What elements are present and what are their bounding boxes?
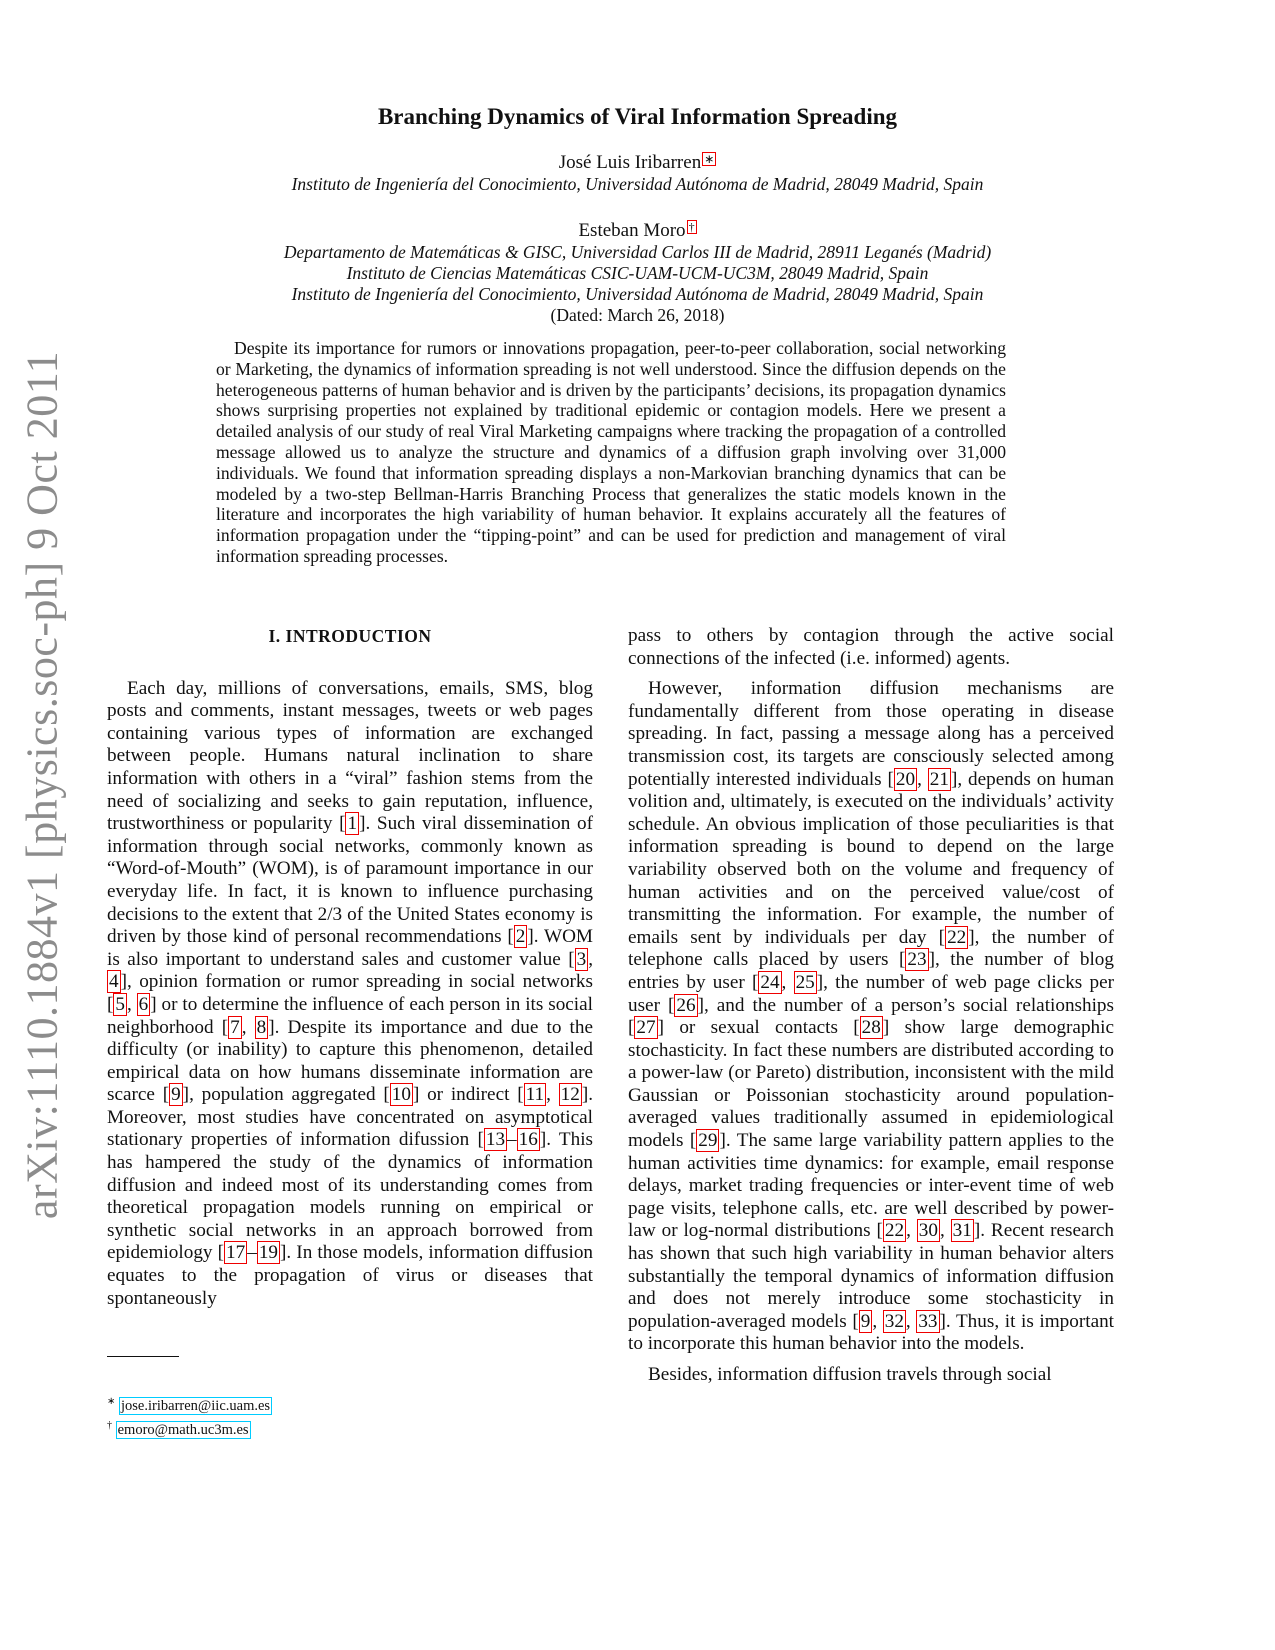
section-heading: I. INTRODUCTION: [268, 626, 432, 646]
arxiv-stamp: arXiv:1110.1884v1 [physics.soc-ph] 9 Oct 2011: [17, 350, 67, 1220]
footnote-link[interactable]: ∗: [704, 152, 715, 166]
citation-link[interactable]: 5: [115, 993, 125, 1015]
citation-link[interactable]: 20: [895, 768, 916, 790]
citation-link[interactable]: 27: [636, 1017, 656, 1039]
citation-link[interactable]: 2: [515, 926, 526, 948]
citation-link[interactable]: 22: [884, 1220, 905, 1242]
paragraph: Besides, information diffusion travels through social: [648, 1364, 1052, 1385]
abstract: Despite its importance for rumors or innovations propagation, peer-to-peer collaboration, social networking or Marketing, the dynamics of information spreading is not well understood. Since the diffusion depends on the heterogeneous patterns of human behavior and is driven by the participants’ decisions, its propagation dynamics shows surprising properties not explained by traditional epidemic or contagion models. Here we present a detailed analysis of our study of real Viral Marketing campaigns where tracking the propagation of a controlled message allowed us to analyze the structure and dynamics of a diffusion graph involving over 31,000 individuals. We found that information spreading displays a non-Markovian branching dynamics that can be modeled by a two-step Bellman-Harris Branching Process that generalizes the static models known in the literature and incorporates the high variability of human behavior. It explains accurately all the features of information propagation under the “tipping-point” and can be used for prediction and management of viral information spreading processes.: [216, 338, 1006, 566]
paper-title: Branching Dynamics of Viral Information Spreading: [377, 104, 898, 129]
date-line: (Dated: March 26, 2018): [550, 305, 725, 325]
author-name: José Luis Iribarren: [558, 152, 702, 173]
paragraph: Each day, millions of conversations, emails, SMS, blog posts and comments, instant messages, tweets or web pages containing various types of information are exchanged between people. Humans natural inclination to share information with others in a “viral” fashion stems from the need of socializing and seeks to gain reputation, influence, trustworthiness or popularity [ 1 ]. Such viral dissemination of information through social networks, commonly known as “Word-of-Mouth” (WOM), is of paramount importance in our everyday life. In fact, it is known to influence purchasing decisions to the extent that 2/3 of the United States economy is driven by those kind of personal recommendations [ 2 ]. WOM is also important to understand sales and customer value [ 3 , 4 ], opinion formation or rumor spreading in social networks [ 5 , 6 ] or to determine the influence of each person in its social neighborhood [ 7 , 8 ]. Despite its importance and due to the difficulty (or inability) to capture this phenomenon, detailed empirical data on how humans disseminate information are scarce [ 9 ], population aggregated [ 10 ] or indirect [ 11 , 12 ]. Moreover, most studies have concentrated on asymptotical stationary properties of information difussion [ 13 – 16 ]. This has hampered the study of the dynamics of information diffusion and indeed most of its understanding comes from theoretical propagation models running on empirical or synthetic social networks in an approach borrowed from epidemiology [ 17 – 19 ]. In those models, information diffusion equates to the propagation of virus or diseases that spontaneously: [107, 677, 594, 1309]
footnote-mark: †: [107, 1419, 112, 1431]
citation-link[interactable]: 1: [347, 813, 358, 835]
citation-link[interactable]: 3: [576, 948, 587, 970]
citation-link[interactable]: 19: [258, 1242, 278, 1264]
footnote-rule: [107, 1356, 179, 1357]
citation-link[interactable]: 23: [907, 949, 927, 971]
email-link[interactable]: emoro@math.uc3m.es: [117, 1421, 249, 1438]
citation-link[interactable]: 26: [676, 994, 696, 1016]
affiliation: Departamento de Matemáticas & GISC, Universidad Carlos III de Madrid, 28911 Leganés (Madrid): [283, 242, 992, 262]
citation-link[interactable]: 10: [391, 1084, 411, 1106]
footnotes: [107, 1392, 272, 1440]
paragraph: However, information diffusion mechanisms are fundamentally different from those operating in disease spreading. In fact, passing a message along has a perceived transmission cost, its targets are consciously selected among potentially interested individuals [ 20 , 21 ], depends on human volition and, ultimately, is executed on the individuals’ activity schedule. An obvious implication of those peculiarities is that information spreading is bound to depend on the large variability observed both on the volume and frequency of human activities and on the perceived value/cost of transmitting the information. For example, the number of emails sent by individuals per day [ 22 ], the number of telephone calls placed by users [ 23 ], the number of blog entries by user [ 24 , 25 ], the number of web page clicks per user [ 26 ], and the number of a person’s social relationships [ 27 ] or sexual contacts [ 28 ] show large demographic stochasticity. In fact these numbers are distributed according to a power-law (or Pareto) distribution, inconsistent with the mild Gaussian or Poissonian stochasticity around population-averaged values traditionally assumed in epidemiological models [ 29 ]. The same large variability pattern applies to the human activities time dynamics: for example, email response delays, market trading frequencies or inter-event time of web page visits, telephone calls, etc. are well described by power-law or log-normal distributions [ 22 , 30 , 31 ]. Recent research has shown that such high variability in human behavior alters substantially the temporal dynamics of information diffusion and does not merely introduce some stochasticity in population-averaged models [ 9 , 32 , 33 ]. Thus, it is important to incorporate this human behavior into the models.: [628, 678, 1115, 1355]
citation-link[interactable]: 32: [884, 1310, 904, 1332]
citation-link[interactable]: 22: [947, 926, 967, 948]
citation-link[interactable]: 7: [230, 1016, 240, 1038]
citation-link[interactable]: 11: [525, 1084, 545, 1106]
citation-link[interactable]: 24: [760, 971, 780, 993]
author-name: Esteban Moro: [578, 220, 686, 241]
citation-link[interactable]: 6: [138, 993, 149, 1015]
affiliation: Instituto de Ciencias Matemáticas CSIC-UAM-UCM-UC3M, 28049 Madrid, Spain: [346, 263, 929, 283]
left-column: [107, 625, 593, 1310]
author-block-2: [0, 220, 1275, 326]
citation-link[interactable]: 4: [109, 971, 119, 993]
citation-link[interactable]: 28: [861, 1017, 881, 1039]
citation-link[interactable]: 9: [171, 1084, 181, 1106]
citation-link[interactable]: 30: [918, 1220, 938, 1242]
citation-link[interactable]: 31: [952, 1220, 972, 1242]
citation-link[interactable]: 33: [918, 1310, 938, 1332]
right-column: [628, 625, 1114, 1387]
citation-link[interactable]: 25: [795, 971, 815, 993]
affiliation: Instituto de Ingeniería del Conocimiento, Universidad Autónoma de Madrid, 28049 Madrid, Spain: [291, 284, 984, 304]
citation-link[interactable]: 9: [860, 1310, 871, 1332]
affiliation: Instituto de Ingeniería del Conocimiento, Universidad Autónoma de Madrid, 28049 Madrid, Spain: [291, 174, 984, 194]
email-link[interactable]: jose.iribarren@iic.uam.es: [121, 1397, 271, 1414]
citation-link[interactable]: 8: [256, 1016, 267, 1038]
citation-link[interactable]: 12: [560, 1084, 580, 1106]
citation-link[interactable]: 13: [485, 1129, 506, 1151]
paragraph: pass to others by contagion through the active social connections of the infected (i.e. informed) agents.: [628, 625, 1114, 669]
footnote-link[interactable]: †: [688, 220, 695, 234]
citation-link[interactable]: 29: [698, 1130, 718, 1152]
author-block-1: [0, 152, 1275, 195]
citation-link[interactable]: 16: [518, 1129, 538, 1151]
citation-link[interactable]: 21: [929, 768, 949, 790]
citation-link[interactable]: 17: [226, 1242, 246, 1264]
footnote-mark: ∗: [107, 1396, 116, 1407]
